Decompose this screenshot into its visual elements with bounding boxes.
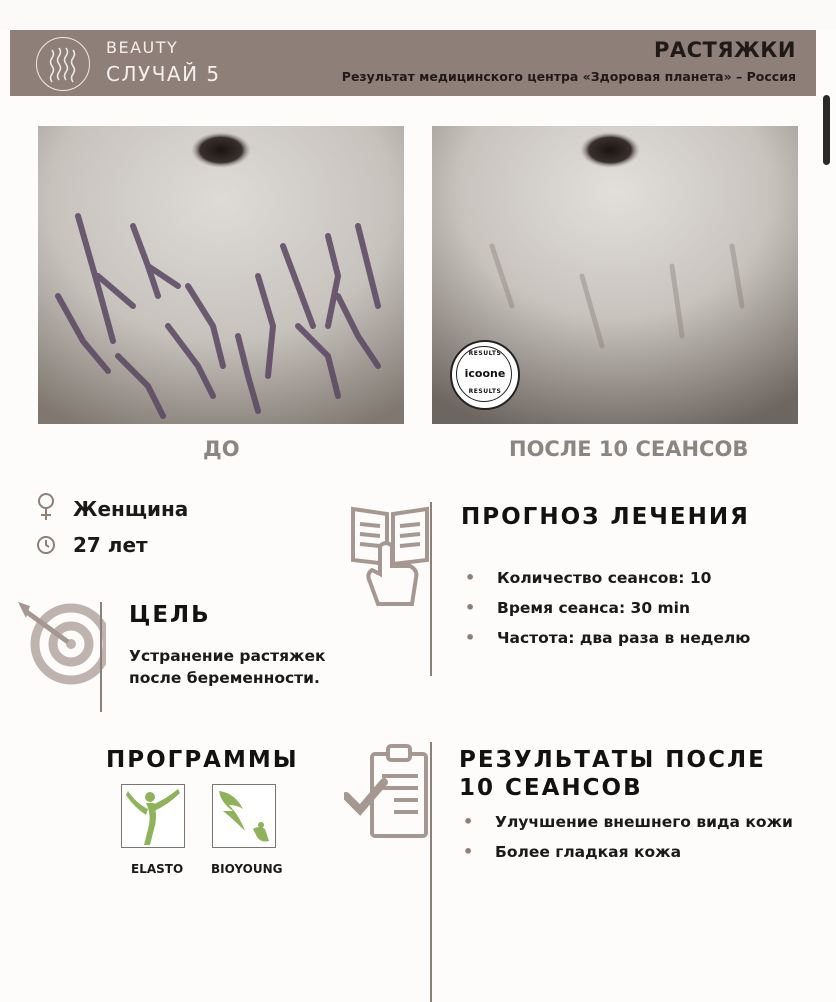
leaf-figure-icon: [212, 784, 276, 848]
clock-icon: [36, 535, 56, 559]
programs-title: ПРОГРАММЫ: [106, 747, 299, 773]
program-label-bioyoung: BIOYOUNG: [211, 862, 283, 876]
badge-bottom-text: RESULTS: [468, 388, 502, 395]
before-photo: [38, 126, 404, 424]
list-item: • Частота: два раза в неделю: [465, 628, 751, 647]
before-caption: ДО: [203, 437, 240, 461]
results-list: [459, 807, 793, 867]
prognosis-list: [461, 563, 750, 653]
book-hand-icon: [350, 504, 430, 618]
list-item: • Количество сеансов: 10: [465, 568, 712, 587]
top-strip: [0, 0, 836, 30]
prognosis-title: ПРОГНОЗ ЛЕЧЕНИЯ: [461, 504, 750, 530]
list-item: • Более гладкая кожа: [463, 842, 682, 861]
stretching-figure-icon: [121, 784, 185, 848]
brand-label: BEAUTY: [106, 38, 179, 57]
page-title: РАСТЯЖКИ: [654, 38, 796, 62]
target-arrow-icon: [16, 598, 106, 717]
patient-gender: Женщина: [73, 497, 189, 521]
results-title: РЕЗУЛЬТАТЫ ПОСЛЕ 10 СЕАНСОВ: [459, 747, 766, 801]
prognosis-divider: [430, 502, 432, 676]
scrollbar-thumb[interactable]: [823, 95, 830, 165]
header-bar: [10, 30, 816, 96]
goal-text: Устранение растяжек после беременности.: [129, 647, 326, 687]
list-item: • Время сеанса: 30 min: [465, 598, 691, 617]
list-item: • Улучшение внешнего вида кожи: [463, 812, 793, 831]
badge-brand: icoone: [464, 367, 506, 380]
goal-divider: [100, 602, 102, 712]
goal-title: ЦЕЛЬ: [129, 602, 211, 628]
results-badge: [450, 340, 520, 410]
after-photo: [432, 126, 798, 424]
after-caption: ПОСЛЕ 10 СЕАНСОВ: [509, 437, 749, 461]
clipboard-check-icon: [344, 744, 434, 848]
page-subtitle: Результат медицинского центра «Здоровая планета» – Россия: [341, 69, 796, 84]
badge-top-text: RESULTS: [468, 350, 502, 357]
female-symbol-icon: [36, 492, 56, 526]
patient-age: 27 лет: [73, 533, 148, 557]
program-label-elasto: ELASTO: [131, 862, 184, 876]
case-label: СЛУЧАЙ 5: [106, 62, 221, 86]
wavy-lines-icon: [36, 37, 90, 91]
